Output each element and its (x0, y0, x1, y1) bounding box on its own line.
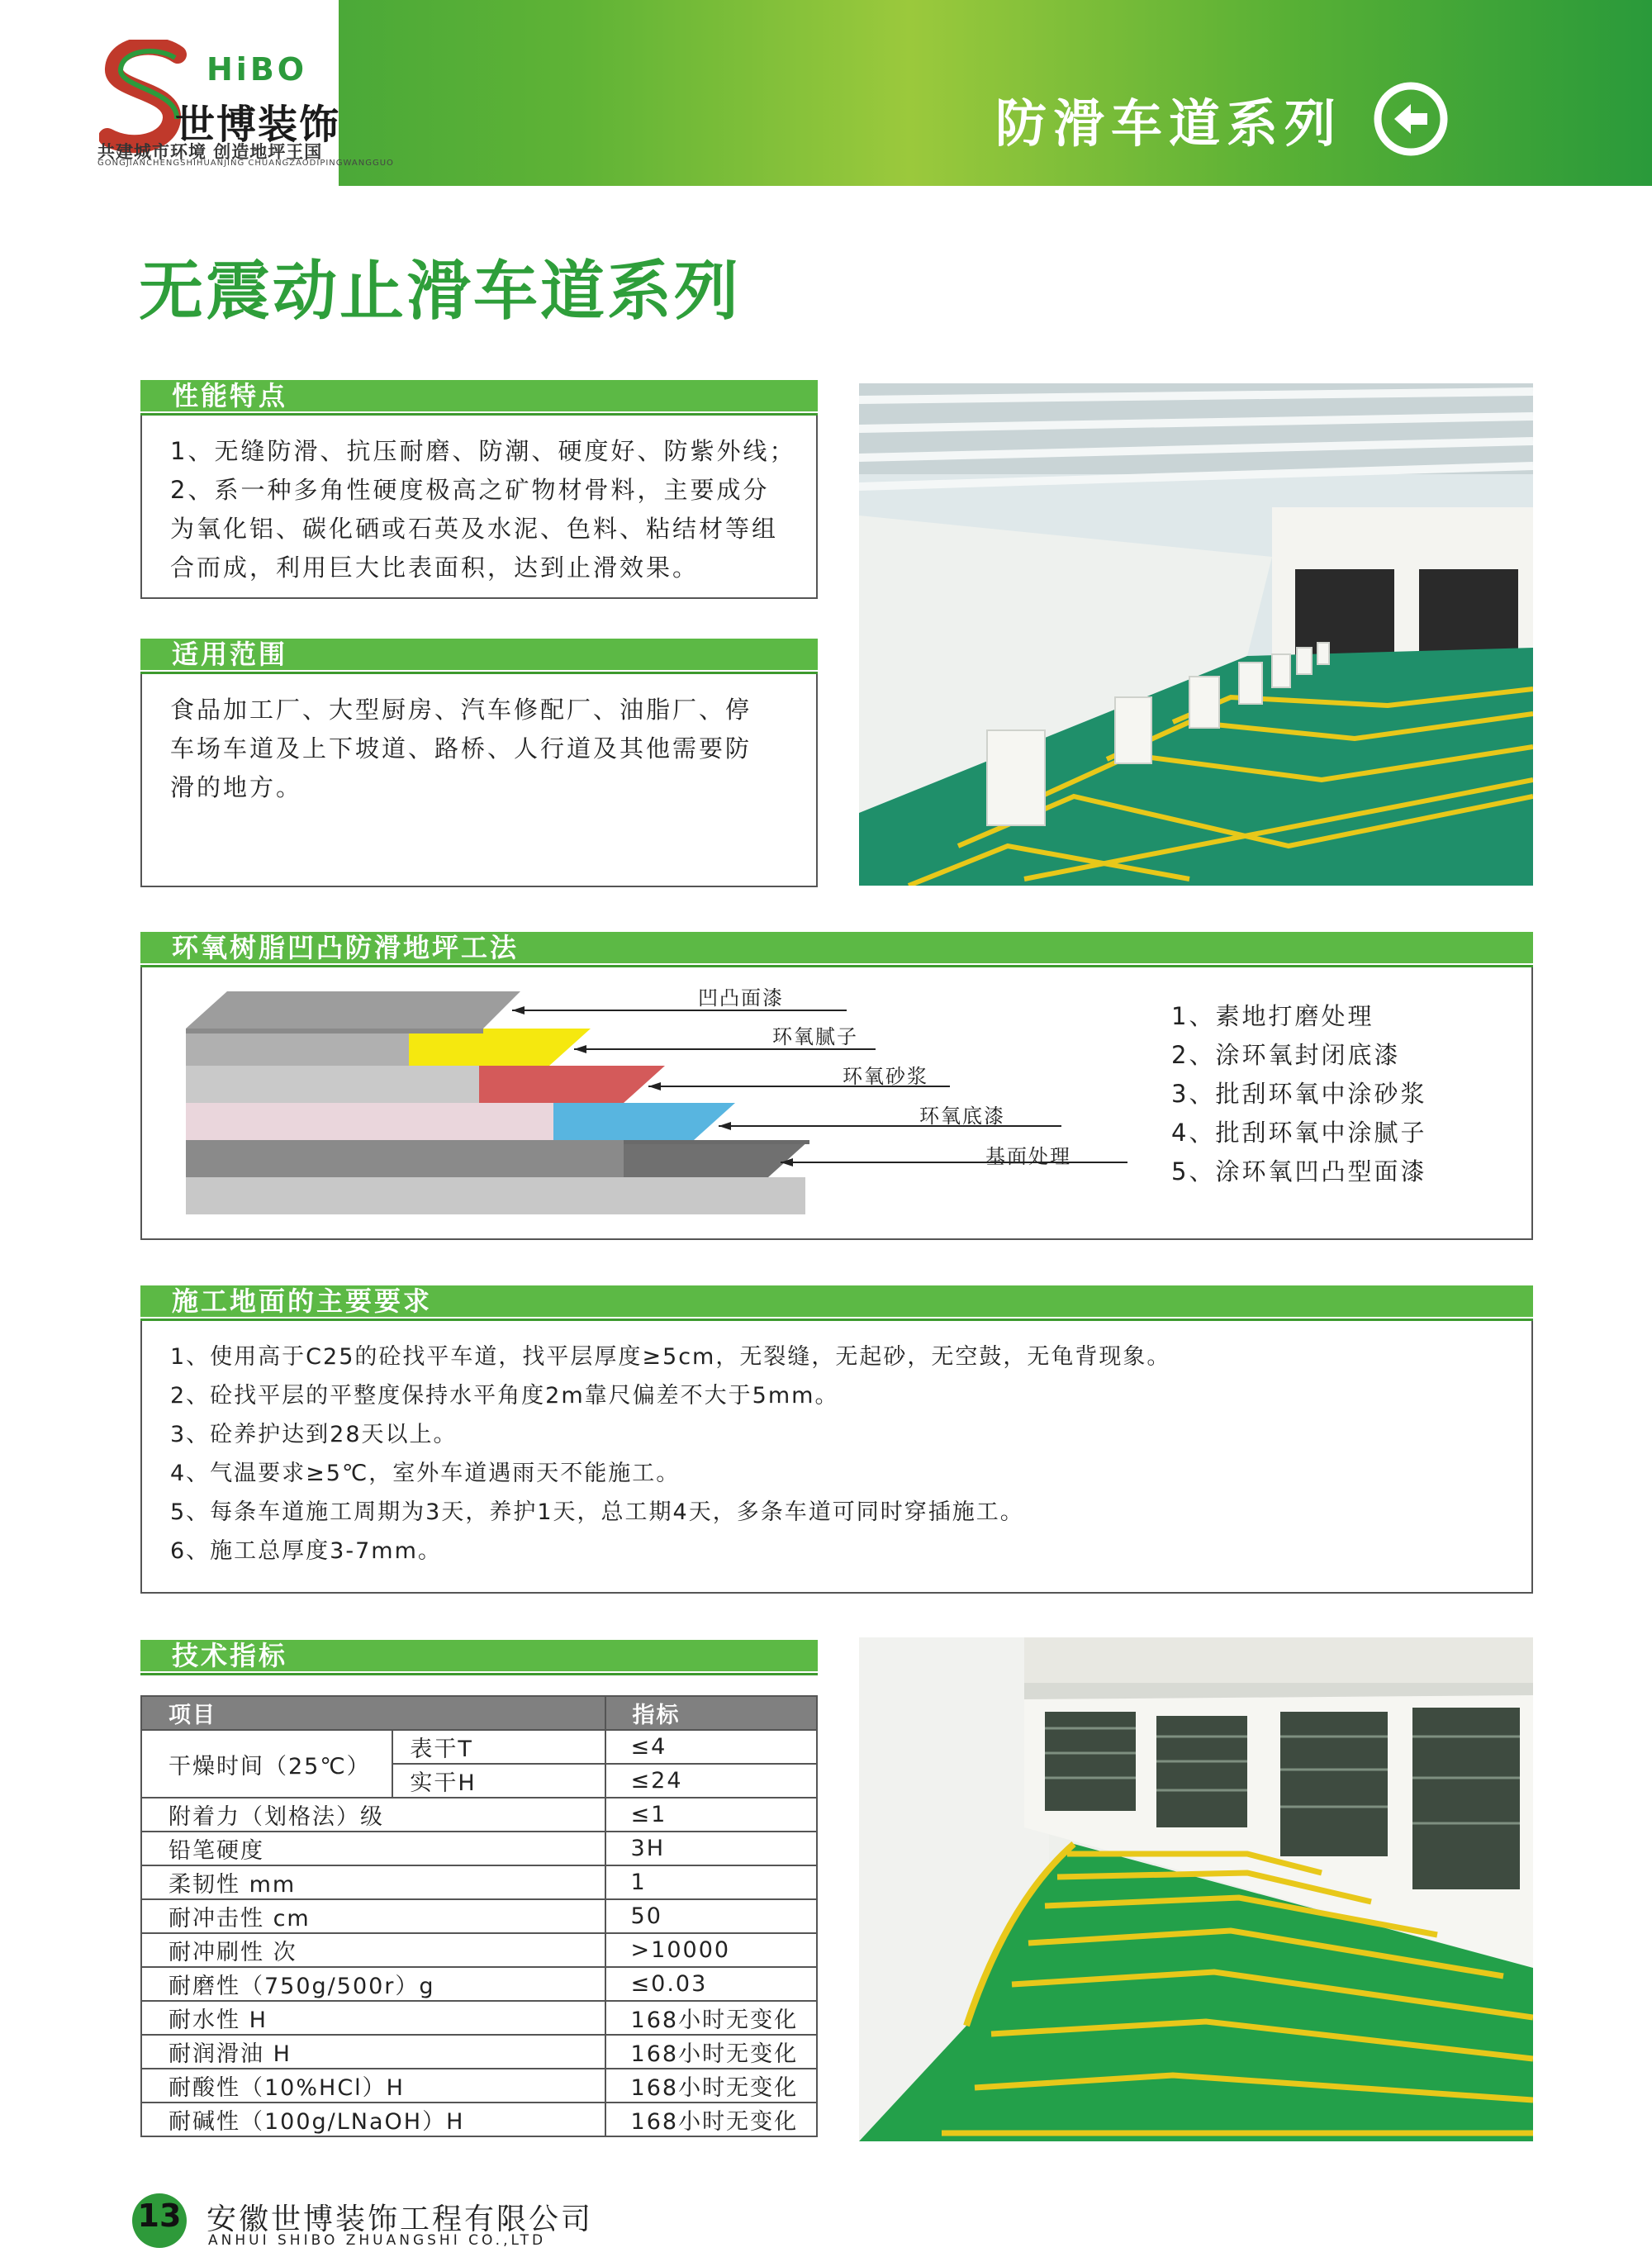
item-cell: 耐磨性（750g/500r）g (141, 1967, 605, 2001)
method-step: 3、批刮环氧中涂砂浆 (1171, 1080, 1427, 1108)
logo-hibo-text: HiBO (206, 51, 308, 88)
value-cell: 1 (605, 1865, 817, 1899)
table-row (141, 2001, 817, 2035)
table-row (141, 1933, 817, 1967)
dry-time-label: 干燥时间（25℃） (141, 1730, 392, 1798)
value-cell: >10000 (605, 1933, 817, 1967)
dry-sub-label: 表干T (392, 1730, 605, 1764)
features-panel (140, 416, 818, 599)
company-name-en: ANHUI SHIBO ZHUANGSHI CO.,LTD (208, 2232, 547, 2249)
table-row (141, 2069, 817, 2103)
features-line: 合而成，利用巨大比表面积，达到止滑效果。 (170, 554, 700, 582)
arrow-line (512, 1010, 847, 1011)
scope-panel (140, 674, 818, 887)
table-row (141, 2035, 817, 2069)
table-row (141, 1865, 817, 1899)
method-step: 1、素地打磨处理 (1171, 1002, 1374, 1030)
table-header-row (141, 1696, 817, 1730)
table-row (141, 1899, 817, 1933)
layer-label-base: 基面处理 (985, 1145, 1071, 1168)
value-cell: 168小时无变化 (605, 2069, 817, 2103)
item-cell: 耐酸性（10%HCl）H (141, 2069, 605, 2103)
layer-label-primer: 环氧底漆 (919, 1105, 1005, 1128)
value-cell: 3H (605, 1832, 817, 1865)
item-cell: 铅笔硬度 (141, 1832, 605, 1865)
requirements-panel (140, 1321, 1533, 1594)
layer-label-putty: 环氧腻子 (772, 1025, 858, 1048)
features-heading: 性能特点 (140, 380, 818, 411)
scope-line: 车场车道及上下坡道、路桥、人行道及其他需要防 (170, 734, 752, 763)
requirements-heading: 施工地面的主要要求 (140, 1285, 1533, 1317)
table-row (141, 1967, 817, 2001)
arrow-line (781, 1162, 1127, 1163)
col-item-header: 项目 (141, 1696, 605, 1730)
requirement-line: 2、砼找平层的平整度保持水平角度2m靠尺偏差不大于5mm。 (170, 1383, 839, 1409)
layer-label-mortar: 环氧砂浆 (843, 1065, 928, 1088)
value-cell: 168小时无变化 (605, 2035, 817, 2069)
logo-slogan: 共建城市环境 创造地坪王国 (97, 142, 323, 162)
value-cell: ≤1 (605, 1798, 817, 1832)
photo-green-ramp (859, 1637, 1533, 2141)
dry-value: ≤4 (605, 1730, 817, 1764)
layer-diagram (186, 979, 822, 1219)
requirement-line: 6、施工总厚度3-7mm。 (170, 1538, 442, 1564)
value-cell: 168小时无变化 (605, 2001, 817, 2035)
col-value-header: 指标 (605, 1696, 817, 1730)
dry-sub-label: 实干H (392, 1764, 605, 1798)
item-cell: 耐碱性（100g/LNaOH）H (141, 2103, 605, 2136)
scope-line: 食品加工厂、大型厨房、汽车修配厂、油脂厂、停 (170, 696, 752, 724)
item-cell: 耐冲击性 cm (141, 1899, 605, 1933)
layer-label-topcoat: 凹凸面漆 (698, 986, 784, 1010)
requirement-line: 5、每条车道施工周期为3天，养护1天，总工期4天，多条车道可同时穿插施工。 (170, 1499, 1024, 1525)
method-step: 5、涂环氧凹凸型面漆 (1171, 1157, 1427, 1186)
item-cell: 柔韧性 mm (141, 1865, 605, 1899)
logo-company-name: 世博装饰 (175, 102, 341, 148)
value-cell: 168小时无变化 (605, 2103, 817, 2136)
value-cell: 50 (605, 1899, 817, 1933)
item-cell: 附着力（划格法）级 (141, 1798, 605, 1832)
arrow-line (719, 1125, 1061, 1127)
features-line: 2、系一种多角性硬度极高之矿物材骨料，主要成分 (170, 476, 770, 504)
table-row (141, 2103, 817, 2136)
requirement-line: 3、砼养护达到28天以上。 (170, 1422, 458, 1447)
table-row (141, 1832, 817, 1865)
table-row (141, 1798, 817, 1832)
method-steps (1171, 997, 1427, 1191)
item-cell: 耐冲刷性 次 (141, 1933, 605, 1967)
dry-value: ≤24 (605, 1764, 817, 1798)
main-title: 无震动止滑车道系列 (139, 254, 742, 329)
logo-pinyin: GONGJIANCHENGSHIHUANJING CHUANGZAODIPINGWANGGUO (97, 159, 394, 168)
item-cell: 耐水性 H (141, 2001, 605, 2035)
features-line: 为氧化铝、碳化硒或石英及水泥、色料、粘结材等组 (170, 515, 779, 543)
company-name-cn: 安徽世博装饰工程有限公司 (206, 2202, 594, 2236)
tech-table (140, 1695, 818, 2137)
method-step: 2、涂环氧封闭底漆 (1171, 1041, 1401, 1069)
method-step: 4、批刮环氧中涂腻子 (1171, 1119, 1427, 1147)
scope-heading: 适用范围 (140, 639, 818, 670)
method-heading: 环氧树脂凹凸防滑地坪工法 (140, 932, 1533, 963)
item-cell: 耐润滑油 H (141, 2035, 605, 2069)
tech-heading: 技术指标 (140, 1640, 818, 1671)
value-cell: ≤0.03 (605, 1967, 817, 2001)
series-title: 防滑车道系列 (995, 93, 1343, 154)
requirement-line: 4、气温要求≥5℃，室外车道遇雨天不能施工。 (170, 1461, 681, 1486)
left-arrow-circle-icon[interactable] (1373, 81, 1449, 157)
page-number: 13 (137, 2198, 182, 2234)
photo-tunnel-ramp (859, 383, 1533, 886)
table-row (141, 1730, 817, 1764)
features-line: 1、无缝防滑、抗压耐磨、防潮、硬度好、防紫外线； (170, 437, 796, 465)
scope-line: 滑的地方。 (170, 773, 303, 801)
requirement-line: 1、使用高于C25的砼找平车道，找平层厚度≥5cm，无裂缝，无起砂，无空鼓，无龟背现象。 (170, 1344, 1171, 1370)
